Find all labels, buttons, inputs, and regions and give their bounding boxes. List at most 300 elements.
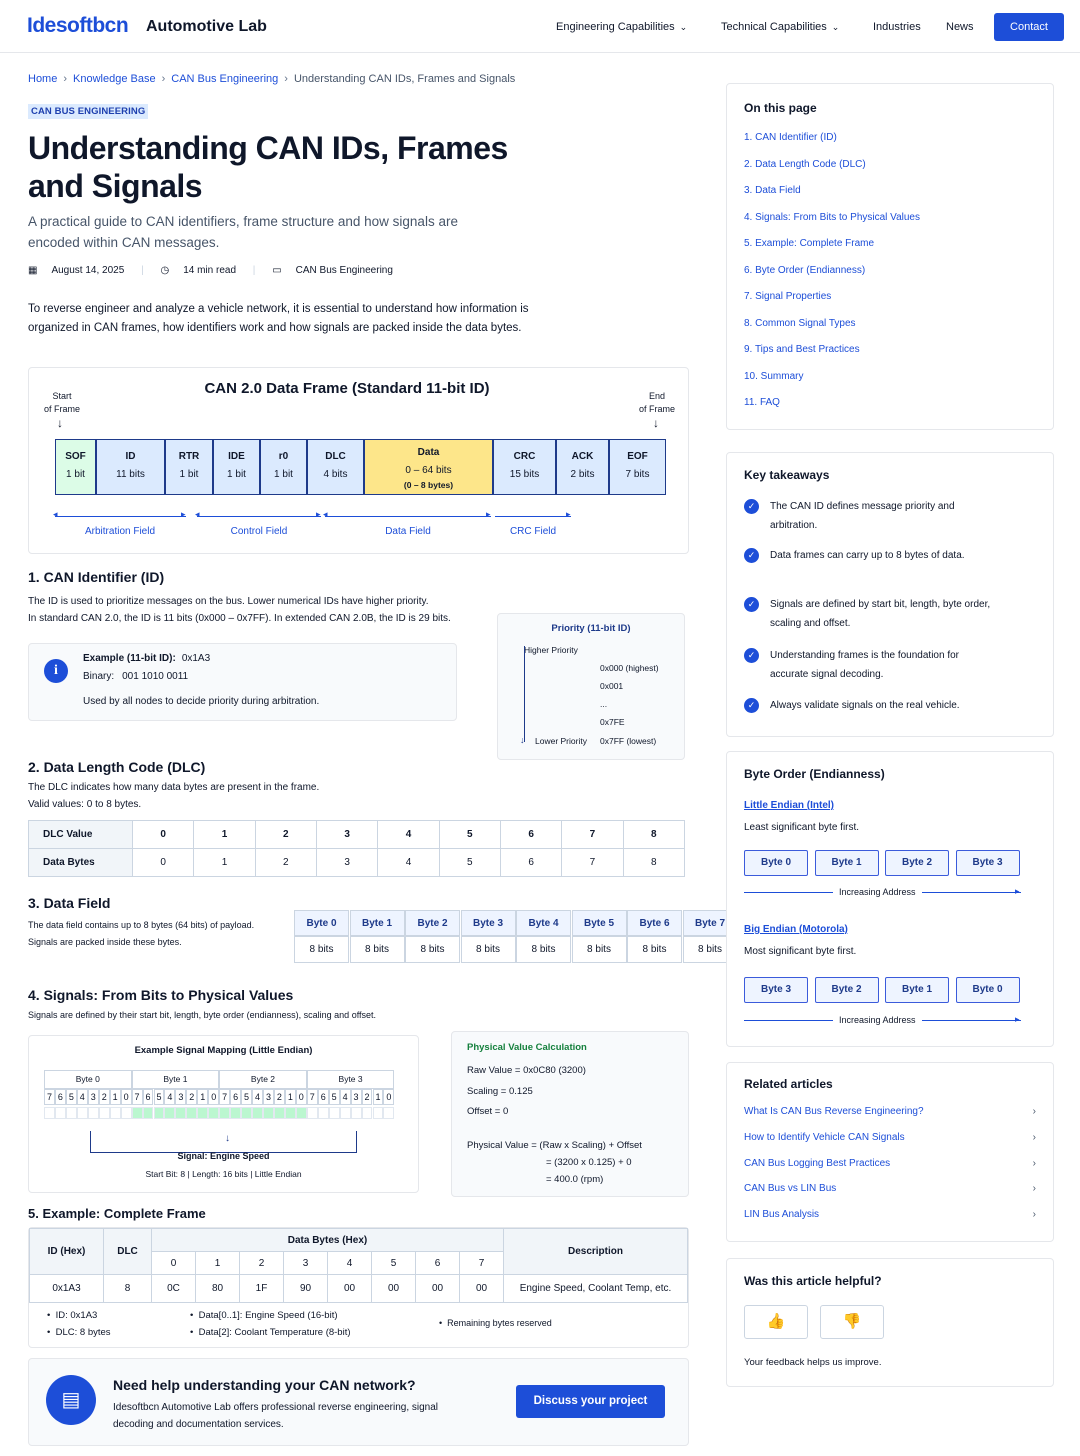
signal-byte-label: Byte 1 (132, 1070, 220, 1089)
big-endian-label[interactable]: Big Endian (Motorola) (744, 924, 848, 935)
data-byte-label: Byte 3 (461, 910, 516, 936)
data-byte-bits: 8 bits (683, 936, 738, 963)
dlc-row-header: DLC Value (29, 821, 133, 849)
bit-cell: 5 (66, 1089, 77, 1105)
increasing-address-label: Increasing Address (833, 887, 922, 897)
note-dlc: DLC: 8 bytes (55, 1327, 111, 1338)
field-name: ACK (571, 451, 594, 462)
nav-technical-capabilities[interactable]: Technical Capabilities ⌄ (721, 21, 840, 33)
priority-value: 0x000 (highest) (600, 663, 659, 673)
toc-panel (726, 83, 1054, 430)
toc-heading: On this page (744, 101, 817, 115)
bit-value-cell (351, 1107, 362, 1119)
takeaway-text: The CAN ID defines message priority and arbitration. (770, 501, 955, 531)
bit-value-cell (44, 1107, 55, 1119)
bit-cell: 1 (110, 1089, 121, 1105)
binary-label: Binary: (83, 671, 115, 682)
field-bits: 0 – 64 bits (405, 465, 452, 476)
bit-value-cell (197, 1107, 208, 1119)
bit-cell: 7 (307, 1089, 318, 1105)
big-endian-byte: Byte 3 (744, 977, 808, 1003)
chevron-right-icon: › (1032, 1131, 1036, 1143)
data-byte-label: Byte 1 (350, 910, 405, 936)
breadcrumb-knowledge-base[interactable]: Knowledge Base (73, 73, 156, 85)
dlc-value: 2 (255, 821, 316, 849)
bit-cell: 4 (77, 1089, 88, 1105)
data-byte-bits: 8 bits (350, 936, 405, 963)
cta-text: Idesoftbcn Automotive Lab offers professional reverse engineering, signal decoding and documentation services. (113, 1402, 439, 1430)
bit-value-cell (230, 1107, 241, 1119)
little-endian-byte: Byte 2 (885, 850, 949, 876)
signal-name: Signal: Engine Speed (177, 1151, 270, 1161)
data-field-label: Data Field (385, 526, 431, 537)
data-byte-label: Byte 7 (683, 910, 738, 936)
formula-line-1: Physical Value = (Raw x Scaling) + Offset (467, 1140, 642, 1151)
takeaway-text: Signals are defined by start bit, length, byte order, scaling and offset. (770, 599, 991, 629)
page-title: Understanding CAN IDs, Frames and Signals (28, 130, 508, 204)
data-byte-value: 00 (372, 1275, 416, 1303)
data-byte-value: 80 (196, 1275, 240, 1303)
meta-category[interactable]: CAN Bus Engineering (295, 265, 393, 276)
bit-cell: 4 (252, 1089, 263, 1105)
field-bits: 4 bits (323, 469, 348, 480)
col-dlc: DLC (104, 1229, 152, 1275)
data-byte-bits: 8 bits (461, 936, 516, 963)
data-bytes-value: 5 (439, 849, 500, 877)
increasing-address-label: Increasing Address (833, 1015, 922, 1025)
signal-byte-label: Byte 0 (44, 1070, 132, 1089)
frame-field-id (96, 439, 165, 495)
data-byte-bits: 8 bits (516, 936, 571, 963)
info-icon: i (44, 659, 68, 683)
cta-box (28, 1358, 689, 1446)
bit-value-cell (252, 1107, 263, 1119)
nav-engineering-capabilities[interactable]: Engineering Capabilities ⌄ (556, 21, 688, 33)
toc-item[interactable]: 3. Data Field (744, 185, 801, 196)
data-byte-label: Byte 5 (572, 910, 627, 936)
big-endian-byte: Byte 1 (885, 977, 949, 1003)
bit-cell: 3 (263, 1089, 274, 1105)
bit-value-cell (263, 1107, 274, 1119)
bit-value-cell (219, 1107, 230, 1119)
crc-bracket (495, 516, 571, 517)
related-article-title: LIN Bus Analysis (744, 1209, 820, 1221)
bit-cell: 0 (208, 1089, 219, 1105)
field-name: CRC (513, 451, 536, 462)
note-data-0-1: Data[0..1]: Engine Speed (16-bit) (198, 1310, 338, 1321)
thumbs-up-button[interactable] (744, 1305, 808, 1339)
signal-byte-label: Byte 3 (307, 1070, 395, 1089)
bit-cell: 6 (318, 1089, 329, 1105)
data-bytes-value: 0 (133, 849, 194, 877)
big-endian-text: Most significant byte first. (744, 946, 857, 957)
section-4-heading: 4. Signals: From Bits to Physical Values (28, 987, 294, 1003)
bit-value-cell (318, 1107, 329, 1119)
check-icon: ✓ (744, 698, 759, 713)
section-1-heading: 1. CAN Identifier (ID) (28, 569, 165, 585)
little-endian-label[interactable]: Little Endian (Intel) (744, 800, 834, 811)
section-3-text-1: The data field contains up to 8 bytes (64 bits) of payload. (28, 920, 255, 930)
field-name: Data (417, 447, 440, 458)
bit-value-cell (143, 1107, 154, 1119)
data-byte-index: 1 (196, 1252, 240, 1275)
discuss-project-button[interactable]: Discuss your project (516, 1385, 665, 1418)
nav-industries[interactable]: Industries (873, 21, 921, 33)
data-byte-bits: 8 bits (405, 936, 460, 963)
logo-subtitle: Automotive Lab (146, 18, 267, 35)
complete-frame-table (29, 1228, 688, 1303)
takeaways-heading: Key takeaways (744, 468, 830, 482)
data-byte-bits: 8 bits (294, 936, 349, 963)
takeaway-item (744, 595, 1024, 635)
bit-cell: 7 (219, 1089, 230, 1105)
note-reserved: Remaining bytes reserved (447, 1318, 552, 1328)
arrow-down-icon: ↓ (57, 416, 63, 430)
folder-icon: ▭ (272, 265, 282, 276)
field-bits: 1 bit (274, 469, 293, 480)
row-id: 0x1A3 (30, 1275, 104, 1303)
bit-value-cell (329, 1107, 340, 1119)
bit-value-cell (208, 1107, 219, 1119)
offset-value: Offset = 0 (467, 1106, 509, 1117)
related-article-link[interactable] (744, 1106, 1036, 1117)
bit-cell: 5 (154, 1089, 165, 1105)
id-example-box (28, 643, 457, 721)
data-byte-label: Byte 6 (627, 910, 682, 936)
dlc-value: 3 (316, 821, 377, 849)
field-name: DLC (325, 451, 346, 462)
feedback-panel (726, 1258, 1054, 1387)
section-4-text: Signals are defined by their start bit, length, byte order (endianness), scaling and offset. (28, 1010, 377, 1020)
little-endian-byte: Byte 3 (956, 850, 1020, 876)
frame-field-ack (556, 439, 609, 495)
cta-heading: Need help understanding your CAN network? (113, 1377, 416, 1393)
field-bits: 1 bit (66, 469, 85, 480)
section-2-text-2: Valid values: 0 to 8 bytes. (28, 799, 142, 810)
bit-value-cell (66, 1107, 77, 1119)
data-bytes-value: 2 (255, 849, 316, 877)
field-name: IDE (228, 451, 245, 462)
calculation-box (451, 1031, 689, 1197)
arrow-down-icon: ↓ (653, 416, 659, 430)
toc-item[interactable]: 10. Summary (744, 370, 804, 382)
breadcrumb-home[interactable]: Home (28, 73, 58, 85)
toc-item[interactable]: 1. CAN Identifier (ID) (744, 132, 837, 143)
data-byte-index: 4 (328, 1252, 372, 1275)
thumbs-up-icon: 👍 (766, 1313, 786, 1330)
priority-value: 0x001 (600, 681, 624, 691)
dlc-value: 6 (500, 821, 561, 849)
bit-cell: 3 (88, 1089, 99, 1105)
data-byte-bits: 8 bits (627, 936, 682, 963)
col-id: ID (Hex) (30, 1229, 104, 1275)
toc-item[interactable]: 4. Signals: From Bits to Physical Values (744, 211, 920, 223)
bit-cell: 2 (99, 1089, 110, 1105)
takeaway-item (744, 497, 1024, 537)
dlc-value: 0 (133, 821, 194, 849)
bit-cell: 0 (296, 1089, 307, 1105)
bit-cell: 2 (186, 1089, 197, 1105)
toc-item[interactable]: 6. Byte Order (Endianness) (744, 264, 866, 276)
chevron-down-icon: ⌄ (679, 22, 688, 32)
chevron-right-icon: › (1032, 1157, 1036, 1169)
toc-item[interactable]: 7. Signal Properties (744, 291, 832, 302)
endianness-heading: Byte Order (Endianness) (744, 767, 885, 781)
col-description: Description (504, 1229, 688, 1275)
frame-field-sof (55, 439, 96, 495)
data-byte-index: 0 (152, 1252, 196, 1275)
takeaway-text: Understanding frames is the foundation for accurate signal decoding. (770, 650, 959, 680)
lower-priority-label: Lower Priority (535, 736, 587, 746)
logo[interactable]: Idesoftbcn (27, 14, 129, 37)
formula-line-2: = (3200 x 0.125) + 0 (546, 1157, 632, 1168)
bit-cell: 4 (340, 1089, 351, 1105)
bit-value-cell (132, 1107, 143, 1119)
bit-cell: 1 (197, 1089, 208, 1105)
arbitration-field-label: Arbitration Field (84, 526, 156, 537)
chevron-right-icon: › (1032, 1209, 1036, 1221)
data-bytes-value: 3 (316, 849, 377, 877)
frame-field-crc (493, 439, 556, 495)
bit-cell: 1 (373, 1089, 384, 1105)
raw-value: Raw Value = 0x0C80 (3200) (467, 1065, 586, 1076)
thumbs-down-icon: 👎 (842, 1313, 862, 1330)
data-byte-label: Byte 4 (516, 910, 571, 936)
related-article-title: CAN Bus Logging Best Practices (744, 1157, 891, 1169)
bit-cell: 3 (351, 1089, 362, 1105)
check-icon: ✓ (744, 597, 759, 612)
date: August 14, 2025 (51, 265, 125, 276)
contact-button[interactable]: Contact (994, 13, 1064, 41)
bit-value-cell (296, 1107, 307, 1119)
field-name: RTR (178, 451, 200, 462)
bit-cell: 5 (241, 1089, 252, 1105)
data-bytes-row-header: Data Bytes (29, 849, 133, 877)
bit-value-cell (186, 1107, 197, 1119)
section-2-heading: 2. Data Length Code (DLC) (28, 759, 206, 775)
feedback-heading: Was this article helpful? (744, 1274, 882, 1288)
bit-value-cell (373, 1107, 384, 1119)
data-byte-label: Byte 0 (294, 910, 349, 936)
data-byte-value: 1F (240, 1275, 284, 1303)
frame-field-rtr (165, 439, 213, 495)
takeaway-text: Data frames can carry up to 8 bytes of data. (770, 550, 965, 561)
bit-cell: 2 (362, 1089, 373, 1105)
bit-value-cell (285, 1107, 296, 1119)
bit-cell: 6 (55, 1089, 66, 1105)
arbitration-bracket (55, 516, 186, 517)
data-byte-value: 0C (152, 1275, 196, 1303)
note-id: ID: 0x1A3 (55, 1310, 98, 1321)
breadcrumb-current: Understanding CAN IDs, Frames and Signals (293, 73, 516, 85)
section-3-text-2: Signals are packed inside these bytes. (28, 937, 182, 947)
related-article-link[interactable] (744, 1158, 1036, 1169)
field-bits: 2 bits (570, 469, 595, 480)
toc-item[interactable]: 5. Example: Complete Frame (744, 238, 875, 249)
scaling-value: Scaling = 0.125 (467, 1086, 533, 1097)
bit-value-cell (88, 1107, 99, 1119)
bit-cell: 2 (274, 1089, 285, 1105)
field-name: SOF (65, 451, 86, 462)
frame-field-dlc (307, 439, 364, 495)
bit-cell: 1 (285, 1089, 296, 1105)
data-byte-index: 6 (416, 1252, 460, 1275)
bit-cell: 0 (121, 1089, 132, 1105)
bit-value-cell (55, 1107, 66, 1119)
bit-cell: 7 (44, 1089, 55, 1105)
check-icon: ✓ (744, 499, 759, 514)
data-byte-value: 00 (328, 1275, 372, 1303)
calendar-icon: ▦ (28, 265, 38, 276)
data-byte-value: 00 (460, 1275, 504, 1303)
endianness-panel: Byte Order (Endianness) Little Endian (Intel) Least significant byte first. Byte 0 Byte 1 Byte 2 Byte 3 ▸ Increasing Address Big Endian (Motorola) Most significant byte first. Byte 3 Byte 2 Byte 1 Byte 0 ▸ Increasing Address (726, 751, 1054, 1047)
priority-box: Priority (11-bit ID) Higher Priority ↓ Lower Priority 0x000 (highest) 0x001 ... 0x7FE 0x7FF (lowest) (497, 613, 685, 760)
category-tag[interactable]: CAN BUS ENGINEERING (28, 104, 148, 119)
takeaway-item (744, 696, 1024, 736)
site-header (0, 0, 1080, 53)
toc-item[interactable]: 2. Data Length Code (DLC) (744, 158, 866, 170)
intro-text: To reverse engineer and analyze a vehicle network, it is essential to understand how information is organized in CAN frames, how identifiers work and how signals are packed inside the data bytes. (28, 303, 529, 334)
bit-value-cell (175, 1107, 186, 1119)
little-endian-text: Least significant byte first. (744, 822, 860, 833)
dlc-value: 4 (378, 821, 439, 849)
data-bracket (325, 516, 491, 517)
section-3-heading: 3. Data Field (28, 895, 111, 911)
takeaway-text: Always validate signals on the real vehicle. (770, 700, 960, 711)
bit-cell: 6 (143, 1089, 154, 1105)
little-endian-byte: Byte 0 (744, 850, 808, 876)
chat-icon: ▤ (46, 1375, 96, 1425)
data-bytes-value: 8 (623, 849, 684, 877)
field-bits: 1 bit (179, 469, 199, 480)
nav-news[interactable]: News (946, 21, 974, 33)
row-description: Engine Speed, Coolant Temp, etc. (504, 1275, 688, 1303)
priority-arrow (524, 646, 525, 742)
toc-item[interactable]: 9. Tips and Best Practices (744, 344, 860, 355)
data-byte-index: 7 (460, 1252, 504, 1275)
bit-value-cell (77, 1107, 88, 1119)
lead-text: A practical guide to CAN identifiers, frame structure and how signals are encoded within CAN messages. (28, 214, 458, 250)
signal-bracket (90, 1131, 357, 1153)
priority-value: 0x7FF (lowest) (600, 736, 657, 746)
section-1-text-1: The ID is used to prioritize messages on the bus. Lower numerical IDs have higher priority. (28, 596, 429, 607)
data-byte-index: 2 (240, 1252, 284, 1275)
article-meta: ▦ August 14, 2025 | ◷ 14 min read | ▭ CAN Bus Engineering (28, 265, 393, 276)
dlc-value: 5 (439, 821, 500, 849)
read-time: 14 min read (183, 265, 237, 276)
bit-value-cell (121, 1107, 132, 1119)
calc-title: Physical Value Calculation (467, 1042, 587, 1053)
frame-field-data (364, 439, 493, 495)
chevron-right-icon: › (1032, 1106, 1036, 1117)
data-byte-index: 3 (284, 1252, 328, 1275)
col-data: Data Bytes (Hex) (152, 1229, 504, 1252)
check-icon: ✓ (744, 648, 759, 663)
row-dlc: 8 (104, 1275, 152, 1303)
dlc-value: 8 (623, 821, 684, 849)
section-5-heading: 5. Example: Complete Frame (28, 1206, 206, 1221)
bit-value-cell (154, 1107, 165, 1119)
field-name: r0 (278, 451, 289, 462)
signal-byte-label: Byte 2 (219, 1070, 307, 1089)
data-byte-value: 00 (416, 1275, 460, 1303)
thumbs-down-button[interactable] (820, 1305, 884, 1339)
field-bits: 1 bit (227, 469, 246, 480)
check-icon: ✓ (744, 548, 759, 563)
section-1-text-2: In standard CAN 2.0, the ID is 11 bits (0x000 – 0x7FF). In extended CAN 2.0B, the ID is 29 bits. (28, 613, 451, 624)
bit-cell: 0 (383, 1089, 394, 1105)
bit-cell: 3 (175, 1089, 186, 1105)
data-bytes-value: 6 (500, 849, 561, 877)
related-article-link[interactable] (744, 1132, 1036, 1143)
related-article-title: What Is CAN Bus Reverse Engineering? (744, 1106, 924, 1117)
chevron-right-icon: › (1032, 1183, 1036, 1195)
mapping-title: Example Signal Mapping (Little Endian) (134, 1045, 313, 1056)
dlc-value: 7 (562, 821, 623, 849)
bit-value-cell (307, 1107, 318, 1119)
toc-item[interactable]: 8. Common Signal Types (744, 317, 856, 329)
data-byte-value: 90 (284, 1275, 328, 1303)
control-bracket (197, 516, 321, 517)
bit-value-cell (274, 1107, 285, 1119)
field-bytes: (0 – 8 bytes) (403, 480, 454, 490)
related-article-link[interactable] (744, 1183, 1036, 1194)
signal-info: Start Bit: 8 | Length: 16 bits | Little Endian (145, 1169, 302, 1179)
control-field-label: Control Field (230, 526, 288, 537)
priority-title: Priority (11-bit ID) (551, 623, 631, 634)
toc-item[interactable]: 11. FAQ (744, 397, 780, 408)
frame-field-eof (609, 439, 666, 495)
takeaway-item (744, 646, 1024, 686)
complete-frame-box: ID (Hex) DLC Data Bytes (Hex) Description 0 1 2 3 4 5 6 7 0x1A3 8 0C 80 1F 90 00 00 00 00 Engine Speed, Coolant Temp, etc. • ID: 0x1A3 • DLC: 8 bytes • Data[0..1]: Engine Speed (16-bit) • Data[2]: Coolant Temperature (8-bit) • Remaining bytes reserved (28, 1227, 689, 1348)
bit-value-cell (99, 1107, 110, 1119)
bit-cell: 5 (329, 1089, 340, 1105)
field-bits: 7 bits (625, 469, 650, 480)
data-bytes-value: 4 (378, 849, 439, 877)
related-articles-panel (726, 1062, 1054, 1242)
clock-icon: ◷ (160, 265, 170, 276)
bit-value-cell (340, 1107, 351, 1119)
big-endian-byte: Byte 2 (815, 977, 879, 1003)
frame-field-r0 (260, 439, 307, 495)
frame-field-ide (213, 439, 260, 495)
takeaway-item (744, 546, 1024, 586)
formula-line-3: = 400.0 (rpm) (546, 1174, 604, 1185)
frame-title: CAN 2.0 Data Frame (Standard 11-bit ID) (204, 380, 490, 397)
frame-diagram: CAN 2.0 Data Frame (Standard 11-bit ID) Start of Frame ↓ End of Frame ↓ SOF 1 bit ID 11 bits RTR 1 bit IDE 1 bit r0 1 bit DLC 4 bits Data 0 – 64 bits (0 – 8 bytes) CRC 15 bits ACK 2 bits EOF 7 bits ◂ ▸ ◂ ▸ ◂ ▸ ▸ Arbitration Field Control Field Data Field CRC Field (28, 367, 689, 554)
binary-value: 001 1010 0011 (122, 671, 189, 682)
data-byte-index: 5 (372, 1252, 416, 1275)
end-of-frame-label: End of Frame (638, 391, 675, 414)
dlc-table (28, 820, 685, 877)
dlc-value: 1 (194, 821, 255, 849)
example-value: 0x1A3 (181, 653, 211, 664)
bit-cell: 7 (132, 1089, 143, 1105)
priority-value: 0x7FE (600, 717, 625, 727)
related-article-title: How to Identify Vehicle CAN Signals (744, 1131, 905, 1143)
priority-value: ... (600, 699, 608, 709)
breadcrumb: Home › Knowledge Base › CAN Bus Engineering › Understanding CAN IDs, Frames and Signals (28, 73, 516, 85)
little-endian-byte: Byte 1 (815, 850, 879, 876)
bit-value-cell (164, 1107, 175, 1119)
bit-cell: 6 (230, 1089, 241, 1105)
breadcrumb-can-bus-engineering[interactable]: CAN Bus Engineering (171, 73, 279, 85)
data-bytes-value: 1 (194, 849, 255, 877)
higher-priority-label: Higher Priority (524, 645, 578, 655)
section-2-text-1: The DLC indicates how many data bytes are present in the frame. (28, 782, 320, 793)
related-article-link[interactable] (744, 1209, 1036, 1220)
related-article-title: CAN Bus vs LIN Bus (744, 1183, 837, 1195)
